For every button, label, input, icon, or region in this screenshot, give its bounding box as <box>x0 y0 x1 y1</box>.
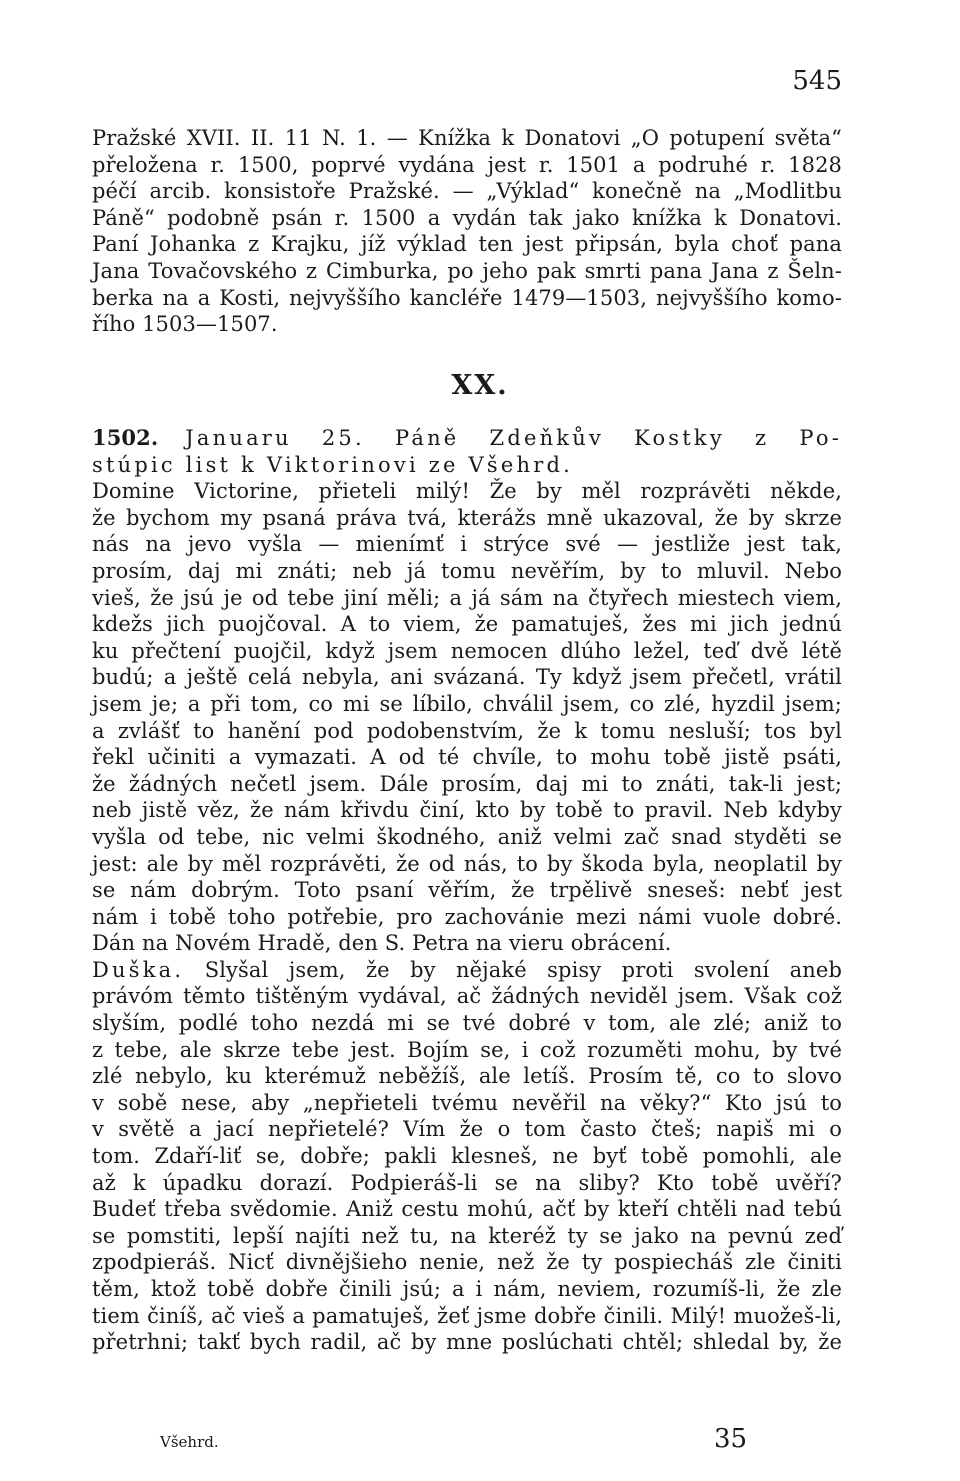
note-line: berka na a Kosti, nejvyššího kancléře 1479—1503, nejvyššího komo- <box>92 285 842 310</box>
letter-heading-text: Januaru 25. Páně Zdeňkův Kostky z Po- <box>185 426 842 450</box>
letter-line: kdežs jich puojčoval. A to viem, že pamatuješ, žes mi jich jednú <box>92 612 842 637</box>
reply-line: v světě a jací nepřietelé? Vím že o tom často čteš; napiš mi o <box>92 1117 842 1142</box>
reply-line: z tebe, ale skrze tebe jest. Bojím se, i což rozuměti mohu, by tvé <box>92 1037 842 1062</box>
note-line: Pražské XVII. II. 11 N. 1. — Knížka k Donatovi „O potupení světa“ <box>92 126 842 150</box>
note-line: řího 1503—1507. <box>92 312 278 337</box>
letter-line: nám i tobě toho potřebie, pro zachovánie mezi námi vuole dobré. <box>92 904 842 929</box>
note-line: péčí arcib. konsistoře Pražské. — „Výklad“ konečně na „Modlitbu <box>92 179 842 204</box>
reply-line: právóm těmto tištěným vydával, ač žádných neviděl jsem. Však což <box>92 984 842 1009</box>
letter-line: prosím, daj mi znáti; neb já tomu nevěřím, by to mluvil. Nebo <box>92 558 842 583</box>
footer-signature: Všehrd. <box>160 1433 219 1451</box>
reply-line: těm, ktož tobě dobře činili jsú; a i nám, neviem, rozumíš-li, že zle <box>92 1277 842 1301</box>
footer-number: 35 <box>714 1424 748 1454</box>
note-line: Páně“ podobně psán r. 1500 a vydán tak jako knížka k Donatovi. <box>92 205 842 230</box>
letter-line: vyšla od tebe, nic velmi škodného, aniž velmi zač snad styděti se <box>92 824 842 849</box>
note-line: přeložena r. 1500, poprvé vydána jest r. 1501 a podruhé r. 1828 <box>92 152 842 177</box>
reply-line: zlé nebylo, ku kterémuž neběžíš, ale letíš. Prosím tě, co to slovo <box>92 1064 842 1089</box>
reply-name: Duška. <box>92 957 185 982</box>
letter-line: Domine Victorine, přieteli milý! Že by měl rozprávěti někde, <box>92 479 842 504</box>
letter-line: jest: ale by měl rozprávěti, že od nás, to by škoda byla, neoplatil by <box>92 851 842 876</box>
letter-line: jsem je; a při tom, co mi se líbilo, chválil jsem, co zlé, hyzdil jsem; <box>92 691 842 716</box>
letter-heading-line-1 <box>92 425 842 452</box>
letter-line: se nám dobrým. Toto psaní věřím, že trpělivě sneseš: nebť jest <box>92 878 842 903</box>
letter-year: 1502. <box>92 425 159 450</box>
reply-line: až k úpadku dorazí. Podpieráš-li se na sliby? Kto tobě uvěří? <box>92 1170 842 1195</box>
reply-line: se pomstiti, lepší najíti než tu, na kteréž ty se jako na pevnú zeď <box>92 1223 842 1248</box>
page-number: 545 <box>792 66 842 96</box>
reply-line: tiem činíš, ač vieš a pamatuješ, žeť jsme dobře činili. Milý! muožeš-li, <box>92 1303 842 1328</box>
reply-line: slyším, podlé toho nezdá mi se tvé dobré v tom, ale zlé; aniž to <box>92 1011 842 1036</box>
reply-line: zpodpieráš. Nicť divnějšieho nenie, než že ty pospiecháš zle činiti <box>92 1250 842 1275</box>
reply-line: Budeť třeba svědomie. Aniž cestu mohú, ačť by kteří chtěli nad tebú <box>92 1197 842 1222</box>
letter-block <box>92 425 842 1356</box>
footnote-block <box>92 125 842 338</box>
letter-line: řekl učiniti a vymazati. A od té chvíle, to mohu tobě jistě psáti, <box>92 745 842 770</box>
letter-line: budú; a ještě celá nebyla, ani svázaná. Ty když jsem přečetl, vrátil <box>92 665 842 690</box>
reply-line: v sobě nese, aby „nepřieteli tvému nevěřil na věky?“ Kto jsú to <box>92 1090 842 1115</box>
letter-line: a zvlášť to hanění pod podobenstvím, že k tomu nesluší; tos byl <box>92 718 842 743</box>
reply-opening-text: Slyšal jsem, že by nějaké spisy proti svolení aneb <box>204 957 843 982</box>
letter-line: Dán na Novém Hradě, den S. Petra na vieru obrácení. <box>92 931 672 956</box>
letter-line: že bychom my psaná práva tvá, kterážs mně ukazoval, že by skrze <box>92 505 842 530</box>
letter-line: že žádných nečetl jsem. Dále prosím, daj mi to znáti, tak-li jest; <box>92 771 842 796</box>
section-heading: XX. <box>451 370 509 401</box>
letter-heading-line-2: stúpic list k Viktorinovi ze Všehrd. <box>92 452 573 477</box>
reply-line: přetrhni; takť bych radil, ač by mne poslúchati chtěl; shledal by, že <box>92 1330 842 1355</box>
letter-line: vieš, že jsú je od tebe jiní měli; a já sám na čtyřech miestech viem, <box>92 585 842 610</box>
letter-line: ku přečtení puojčil, když jsem nemocen dlúho ležel, teď dvě létě <box>92 638 842 663</box>
reply-line: tom. Zdaří-liť se, dobře; pakli klesneš, ne byť tobě pomohli, ale <box>92 1144 842 1169</box>
reply-opening-line <box>92 957 842 984</box>
note-line: Jana Tovačovského z Cimburka, po jeho pak smrti pana Jana z Šeln- <box>92 258 842 283</box>
letter-line: neb jistě věz, že nám křivdu činí, kto by tobě to pravil. Neb kdyby <box>92 798 842 823</box>
letter-line: nás na jevo vyšla — mienímť i strýce své — jestliže jest tak, <box>92 532 842 557</box>
note-line: Paní Johanka z Krajku, jíž výklad ten jest připsán, byla choť pana <box>92 232 842 257</box>
